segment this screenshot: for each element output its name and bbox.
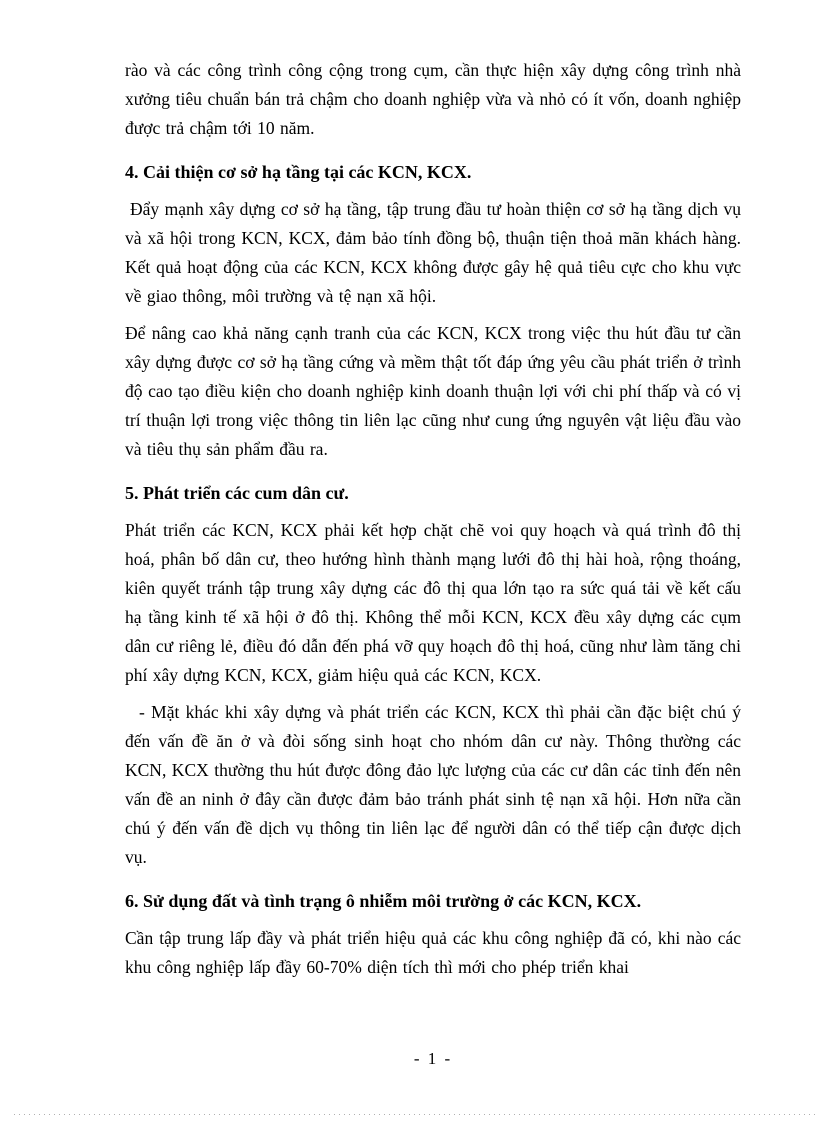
paragraph-infrastructure-2: Để nâng cao khả năng cạnh tranh của các KCN, KCX trong việc thu hút đầu tư cần xây dựng được cơ sở hạ tầng cứng và mềm thật tốt đáp ứng yêu cầu phát triển ở trình độ cao tạo điều kiện cho doanh nghiệp kinh doanh thuận lợi với chi phí thấp và có vị trí thuận lợi trong việc thông tin liên lạc cũng như cung ứng nguyên vật liệu đầu vào và tiêu thụ sản phẩm đầu ra.: [125, 323, 741, 459]
document-body: [125, 56, 741, 990]
paragraph-continuation: rào và các công trình công cộng trong cụm, cần thực hiện xây dựng công trình nhà xưởng tiêu chuẩn bán trả chậm cho doanh nghiệp vừa và nhỏ có ít vốn, doanh nghiệp được trả chậm tới 10 năm.: [125, 60, 741, 138]
section-heading-5: 5. Phát triển các cum dân cư.: [125, 483, 349, 503]
paragraph-residential-clusters-1: Phát triển các KCN, KCX phải kết hợp chặt chẽ voi quy hoạch và quá trình đô thị hoá, phân bố dân cư, theo hướng hình thành mạng lưới đô thị hài hoà, rộng thoáng, kiên quyết tránh tập trung xây dựng các đô thị qua lớn tạo ra sức quá tải về kết cấu hạ tầng kinh tế xã hội ở đô thị. Không thể mỗi KCN, KCX đều xây dựng các cụm dân cư riêng lẻ, điều đó dẫn đến phá vỡ quy hoạch đô thị hoá, cũng như làm tăng chi phí xây dựng KCN, KCX, giảm hiệu quả các KCN, KCX.: [125, 520, 741, 685]
paragraph-land-use: Cần tập trung lấp đầy và phát triển hiệu quả các khu công nghiệp đã có, khi nào các khu công nghiệp lấp đầy 60-70% diện tích thì mới cho phép triển khai: [125, 928, 741, 977]
paragraph-infrastructure-1: Đẩy mạnh xây dựng cơ sở hạ tầng, tập trung đầu tư hoàn thiện cơ sở hạ tầng dịch vụ và xã hội trong KCN, KCX, đảm bảo tính đồng bộ, thuận tiện thoả mãn khách hàng. Kết quả hoạt động của các KCN, KCX không được gây hệ quả tiêu cực cho khu vực về giao thông, môi trường và tệ nạn xã hội.: [125, 199, 741, 306]
section-heading-6: 6. Sử dụng đất và tình trạng ô nhiễm môi trường ở các KCN, KCX.: [125, 891, 642, 911]
section-heading-4: 4. Cải thiện cơ sở hạ tầng tại các KCN, KCX.: [125, 162, 472, 182]
page-number: - 1 -: [413, 1049, 453, 1068]
page-break-dotted-line: [14, 1114, 816, 1115]
paragraph-residential-clusters-2: - Mặt khác khi xây dựng và phát triển các KCN, KCX thì phải cần đặc biệt chú ý đến vấn đề ăn ở và đòi sống sinh hoạt cho nhóm dân cư này. Thông thường các KCN, KCX thường thu hút được đông đảo lực lượng của các cư dân các tỉnh đến nên vấn đề an ninh ở đây cần được đảm bảo tránh phát sinh tệ nạn xã hội. Hơn nữa cần chú ý đến vấn đề dịch vụ thông tin liên lạc để người dân có thể tiếp cận được dịch vụ.: [125, 702, 741, 867]
